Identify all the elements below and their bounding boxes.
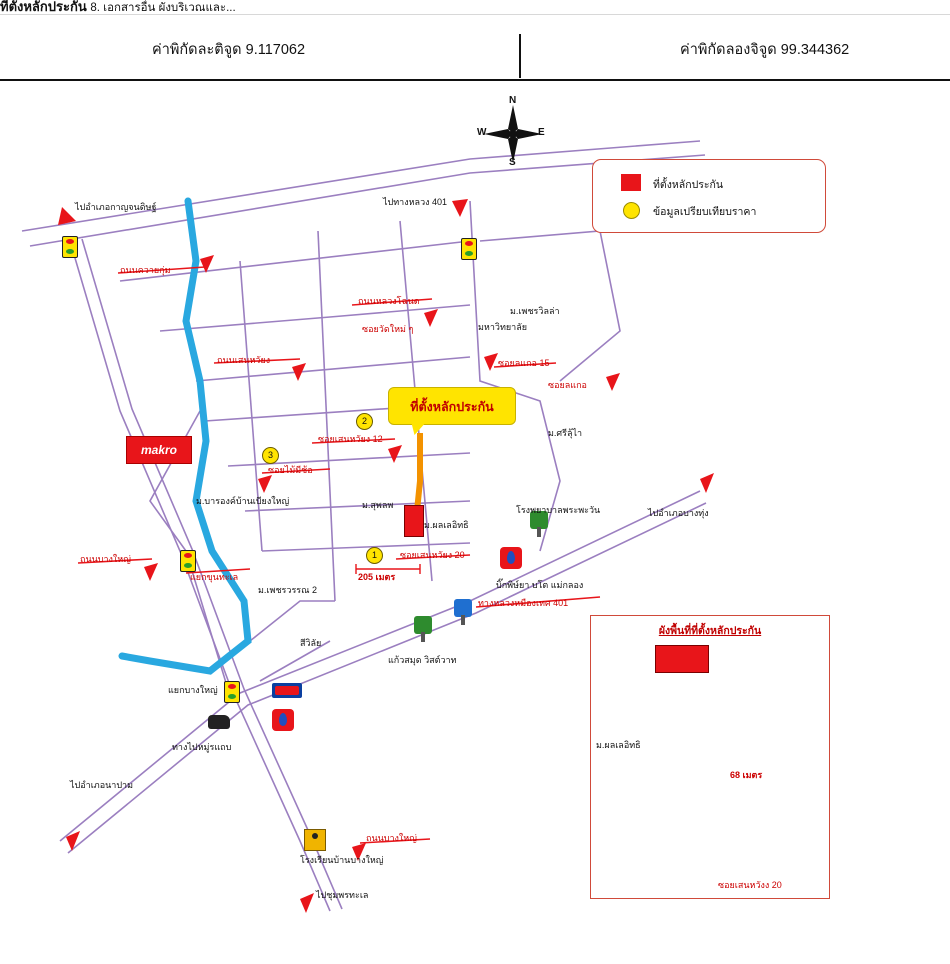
label-kaew-samut: แก้วสมุด วิสต์วาท (388, 655, 457, 665)
fuel-station-icon-2 (272, 709, 294, 731)
traffic-signal-icon-1 (62, 236, 78, 258)
label-road-somwang: ถนนเสนหวัยง (217, 355, 271, 365)
label-silom: สีวิลัย (300, 638, 322, 648)
label-wat-thachang: มหาวิทยาลัย (478, 322, 528, 332)
label-road-bangbai: ถนนบางใหญ่ (80, 554, 131, 564)
label-mu-barong: ม.บารองค์บ้านเบียงใหญ่ (196, 496, 290, 506)
label-mu-suphon: ม.สุพลพ (362, 500, 394, 510)
label-soi-naek: ซอยลแกอ (548, 380, 587, 390)
traffic-signal-icon-2 (461, 238, 477, 260)
page-title-sub: 8. เอกสารอื่น ผังบริเวณและ... (90, 2, 236, 14)
coordinate-row (0, 38, 950, 76)
subject-callout (388, 387, 516, 425)
temple-poi-icon (412, 616, 434, 642)
label-to-nakhon: ไปทางหลวง 401 (383, 197, 448, 207)
map-legend (592, 159, 826, 233)
label-hospital: โรงพยาบาลพระพะวัน (516, 505, 601, 515)
page-title (0, 0, 236, 17)
legend-subject-swatch (621, 174, 641, 191)
label-bigc: บิ๊กพิษ์ยา บโต แม่กลอง (496, 580, 584, 590)
subject-parcel-marker (404, 505, 424, 537)
compass-rose (477, 95, 548, 169)
traffic-signal-icon-4 (224, 681, 240, 703)
map-canvas (0, 81, 950, 964)
vehicle-icon (208, 715, 230, 729)
legend-subject-label: ที่ตั้งหลักประกัน (653, 179, 724, 191)
school-icon (304, 829, 326, 851)
label-to-thale: ทางไปหมู่รแถบ (172, 742, 232, 752)
traffic-signal-icon-3 (180, 550, 196, 572)
comparable-marker-2[interactable]: 2 (356, 413, 373, 430)
bigc-poi-icon (452, 599, 474, 625)
site-plan-inset (590, 615, 830, 899)
compass-south-label: S (509, 157, 516, 168)
comparable-marker-1[interactable]: 1 (366, 547, 383, 564)
label-mu-petcharat2: ม.เพชรวรรณ 2 (258, 585, 317, 595)
legend-comparable-label: ข้อมูลเปรียบเทียบราคา (653, 206, 757, 218)
longitude-label: ค่าพิกัดลองจิจูด 99.344362 (680, 42, 850, 58)
compass-east-label: E (538, 127, 545, 138)
label-road-ratuthit: ถนนหลวงโฉนด (358, 296, 420, 306)
label-soi-maimicho: ซอยไม้มีช้อ (268, 465, 313, 475)
label-soi-naek-15: ซอยลแกอ 15 (498, 358, 550, 368)
label-school-bangbai: โรงเรียนบ้านบางใหญ่ (300, 855, 384, 865)
label-to-kanchanadit: ไปอำเภอกาญจนดิษฐ์ (75, 202, 157, 212)
label-road-401: ทางหลวงหมืองเทศ 401 (478, 598, 569, 608)
legend-comparable-swatch (623, 202, 640, 219)
scale-bar-label: 205 เมตร (358, 572, 396, 582)
comparable-marker-3[interactable]: 3 (262, 447, 279, 464)
compass-north-label: N (509, 95, 517, 106)
site-plan-left-label: ม.ผลเลอิทธิ (596, 740, 641, 750)
label-yaek-bangbai: แยกบางใหญ่ (168, 685, 218, 695)
header-vertical-divider (519, 34, 521, 78)
subject-callout-label: ที่ตั้งหลักประกัน (410, 400, 494, 414)
label-to-chumphon: ไปชุมพรทะเล (316, 890, 369, 900)
label-mu-phonlert: ม.ผลเลอิทธิ (424, 520, 469, 530)
site-plan-distance-label: 68 เมตร (730, 770, 763, 780)
label-road-bangbai-2: ถนนบางใหญ่ (366, 833, 417, 843)
label-soi-wattai: ซอยวัดใหม่ ๆ (362, 324, 414, 334)
page-title-bold: ที่ตั้งหลักประกัน (0, 0, 87, 14)
label-mu-petcharat: ม.เพชรวิลล่า (510, 306, 560, 316)
latitude-label: ค่าพิกัดละติจูด 9.117062 (152, 42, 306, 58)
fuel-station-icon (500, 547, 522, 569)
label-road-kwaikhum: ถนนควายกุ่ม (120, 265, 171, 275)
label-soi-somwang-20: ซอยเสนหวัยง 20 (400, 550, 465, 560)
label-soi-somwang-12: ซอยเสนหวัยง 12 (318, 434, 383, 444)
site-plan-subject-parcel (655, 645, 709, 673)
compass-west-label: W (477, 127, 487, 138)
makro-store-icon: makro (126, 436, 192, 464)
label-to-bangthung: ไปอำเภอบางทุ่ง (648, 508, 709, 518)
lotus-store-icon (272, 683, 302, 698)
site-plan-bottom-road-label: ซอยเสนหวังง 20 (718, 880, 782, 890)
label-to-na-pram: ไปอำเภอนาปาม (70, 780, 134, 790)
label-mu-srilumjai: ม.ศรีลุ้ไา (548, 428, 583, 438)
site-plan-title: ผังพื้นที่ที่ตั้งหลักประกัน (658, 625, 762, 637)
label-road-khunthale: แยกขุนทะเล (190, 572, 239, 582)
